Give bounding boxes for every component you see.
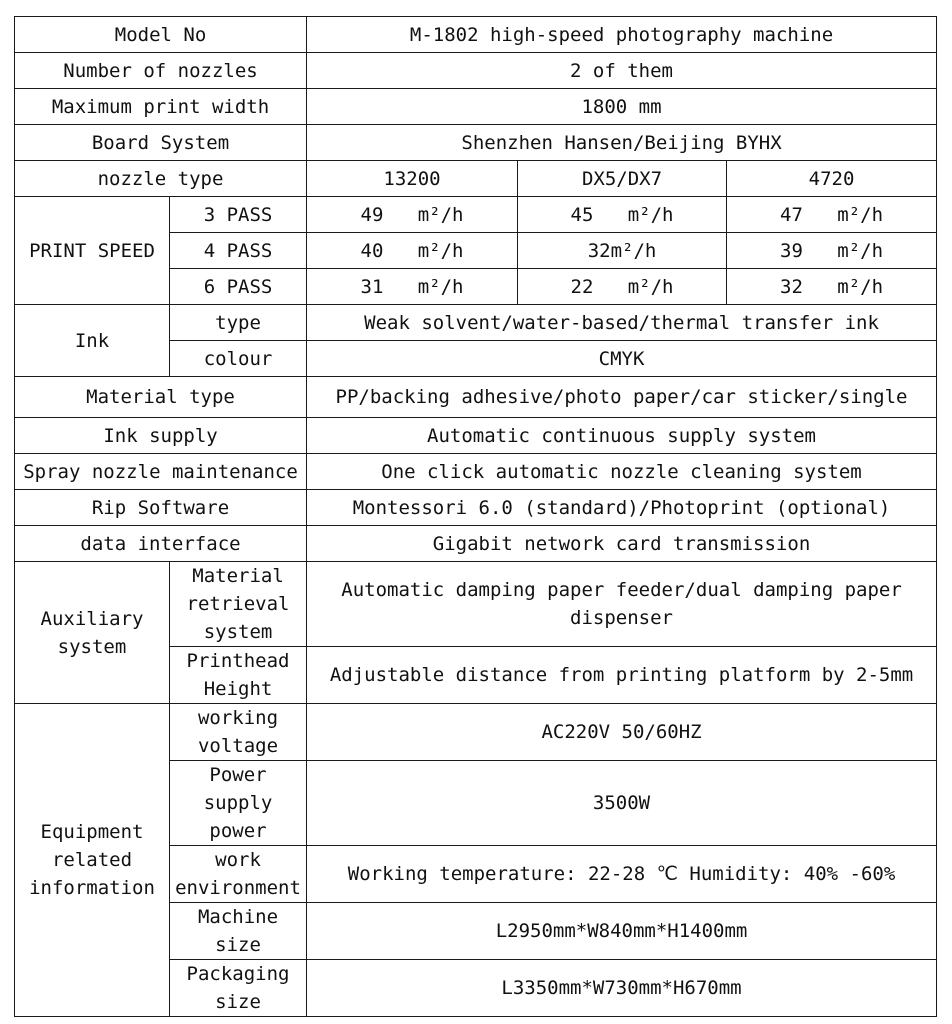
power-value: 3500W xyxy=(307,761,937,846)
equipment-label: Equipment related information xyxy=(15,704,170,1017)
packaging-size-value: L3350mm*W730mm*H670mm xyxy=(307,960,937,1017)
table-row-nozzles xyxy=(15,53,937,89)
board-system-value: Shenzhen Hansen/Beijing BYHX xyxy=(307,125,937,161)
packaging-size-label: Packaging size xyxy=(170,960,307,1017)
nozzle-maintenance-value: One click automatic nozzle cleaning system xyxy=(307,454,937,490)
speed-unit: m²/h xyxy=(610,239,657,262)
nozzles-label: Number of nozzles xyxy=(15,53,307,89)
ink-type-value: Weak solvent/water-based/thermal transfer ink xyxy=(307,305,937,341)
data-interface-value: Gigabit network card transmission xyxy=(307,526,937,562)
printhead-height-value: Adjustable distance from printing platform by 2-5mm xyxy=(307,647,937,704)
model-no-label: Model No xyxy=(15,17,307,53)
print-speed-label: PRINT SPEED xyxy=(15,197,170,305)
nozzles-value: 2 of them xyxy=(307,53,937,89)
speed-unit: m²/h xyxy=(837,275,884,298)
speed-value: 32 xyxy=(780,275,803,298)
pass-label: 6 PASS xyxy=(170,269,307,305)
speed-cell xyxy=(307,233,518,269)
board-system-label: Board System xyxy=(15,125,307,161)
speed-unit: m²/h xyxy=(417,203,464,226)
nozzle-type-2: DX5/DX7 xyxy=(518,161,727,197)
speed-unit: m²/h xyxy=(417,239,464,262)
working-voltage-label: working voltage xyxy=(170,704,307,761)
table-row-material-type xyxy=(15,377,937,418)
power-label: Power supply power xyxy=(170,761,307,846)
table-row-nozzle-type xyxy=(15,161,937,197)
ink-supply-value: Automatic continuous supply system xyxy=(307,418,937,454)
spec-table xyxy=(14,16,937,1017)
table-row-speed-3pass xyxy=(15,197,937,233)
speed-value: 45 xyxy=(570,203,594,226)
material-type-label: Material type xyxy=(15,377,307,418)
speed-cell xyxy=(727,233,937,269)
pass-label: 3 PASS xyxy=(170,197,307,233)
nozzle-type-3: 4720 xyxy=(727,161,937,197)
material-retrieval-label: Material retrieval system xyxy=(170,562,307,647)
speed-cell xyxy=(727,197,937,233)
material-retrieval-value: Automatic damping paper feeder/dual damping paper dispenser xyxy=(307,562,937,647)
table-row-ink-supply xyxy=(15,418,937,454)
pass-label: 4 PASS xyxy=(170,233,307,269)
ink-label: Ink xyxy=(15,305,170,377)
speed-unit: m²/h xyxy=(627,275,674,298)
data-interface-label: data interface xyxy=(15,526,307,562)
speed-value: 31 xyxy=(360,275,384,298)
table-row-working-voltage xyxy=(15,704,937,761)
ink-colour-label: colour xyxy=(170,341,307,377)
table-row-board-system xyxy=(15,125,937,161)
speed-unit: m²/h xyxy=(627,203,674,226)
speed-value: 39 xyxy=(780,239,803,262)
table-row-nozzle-maintenance xyxy=(15,454,937,490)
speed-unit: m²/h xyxy=(417,275,464,298)
speed-cell xyxy=(518,197,727,233)
table-row-max-width xyxy=(15,89,937,125)
machine-size-value: L2950mm*W840mm*H1400mm xyxy=(307,903,937,960)
speed-value: 49 xyxy=(360,203,384,226)
machine-size-label: Machine size xyxy=(170,903,307,960)
table-row-model-no xyxy=(15,17,937,53)
auxiliary-label: Auxiliary system xyxy=(15,562,170,704)
nozzle-maintenance-label: Spray nozzle maintenance xyxy=(15,454,307,490)
speed-value: 47 xyxy=(780,203,803,226)
table-row-data-interface xyxy=(15,526,937,562)
ink-supply-label: Ink supply xyxy=(15,418,307,454)
speed-cell xyxy=(307,197,518,233)
model-no-value: M-1802 high-speed photography machine xyxy=(307,17,937,53)
speed-unit: m²/h xyxy=(837,203,884,226)
rip-software-label: Rip Software xyxy=(15,490,307,526)
ink-colour-value: CMYK xyxy=(307,341,937,377)
rip-software-value: Montessori 6.0 (standard)/Photoprint (optional) xyxy=(307,490,937,526)
table-row-rip-software xyxy=(15,490,937,526)
speed-value: 32 xyxy=(587,239,611,262)
nozzle-type-1: 13200 xyxy=(307,161,518,197)
speed-unit: m²/h xyxy=(837,239,884,262)
table-row-ink-type xyxy=(15,305,937,341)
table-row-material-retrieval xyxy=(15,562,937,647)
max-width-label: Maximum print width xyxy=(15,89,307,125)
work-environment-value: Working temperature: 22-28 ℃ Humidity: 40% -60% xyxy=(307,846,937,903)
ink-type-label: type xyxy=(170,305,307,341)
speed-cell xyxy=(307,269,518,305)
nozzle-type-label: nozzle type xyxy=(15,161,307,197)
printhead-height-label: Printhead Height xyxy=(170,647,307,704)
speed-value: 22 xyxy=(570,275,594,298)
speed-cell xyxy=(727,269,937,305)
material-type-value: PP/backing adhesive/photo paper/car sticker/single xyxy=(307,377,937,418)
speed-cell xyxy=(518,233,727,269)
working-voltage-value: AC220V 50/60HZ xyxy=(307,704,937,761)
speed-value: 40 xyxy=(360,239,384,262)
max-width-value: 1800 mm xyxy=(307,89,937,125)
work-environment-label: work environment xyxy=(170,846,307,903)
speed-cell xyxy=(518,269,727,305)
